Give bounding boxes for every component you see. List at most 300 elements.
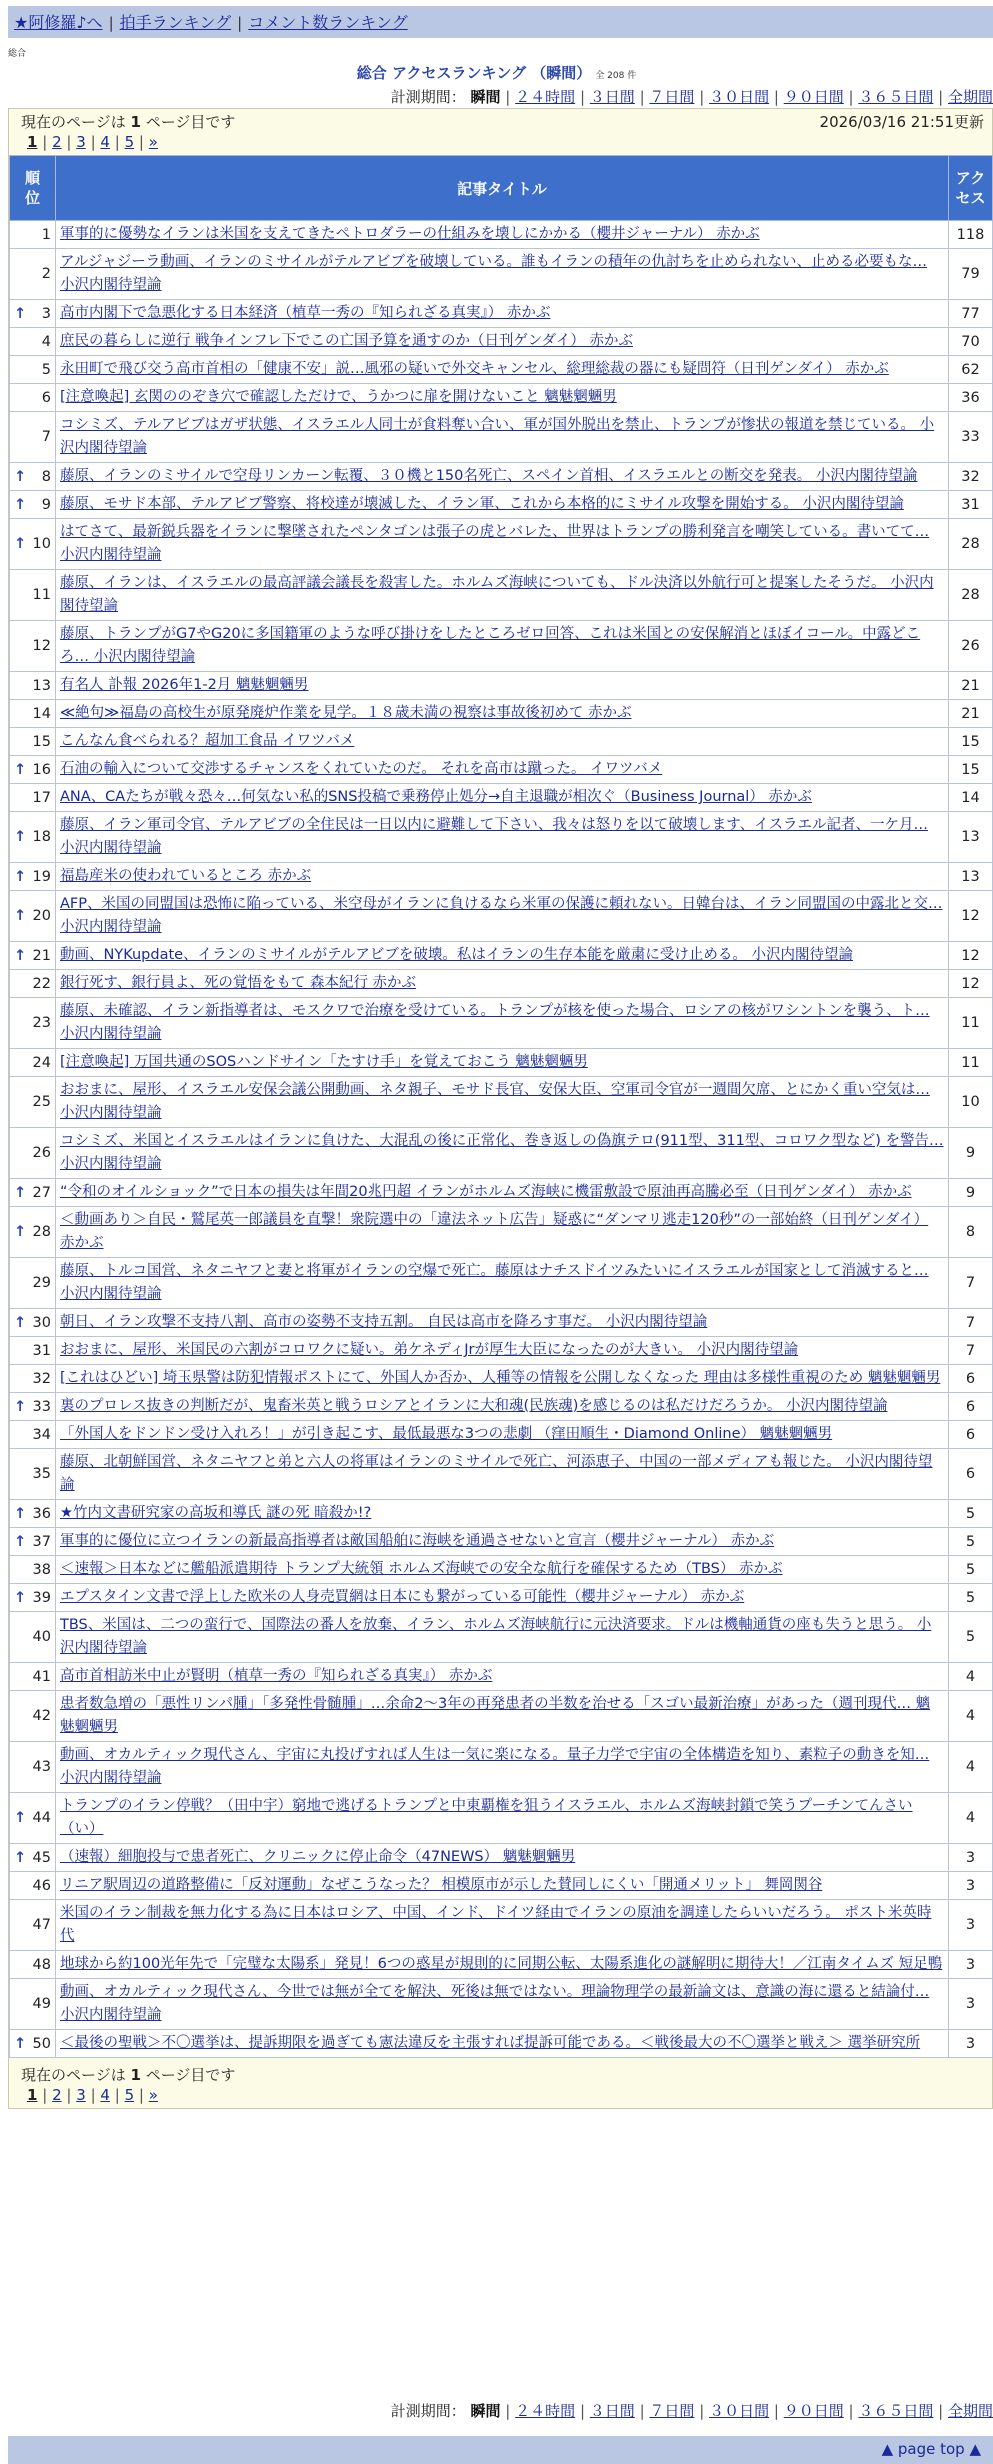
total-count: 全 208 件 [595,71,637,81]
page-status: 現在のページは 1 ページ目です [21,113,236,131]
access-count: 14 [949,784,993,812]
column-header-rank: 順位 [10,156,56,221]
article-title-link[interactable]: AFP、米国の同盟国は恐怖に陥っている、米空母がイランに負けるなら米軍の保護に頼れない。日韓台は、イラン同盟国の中露北と交… 小沢内閣待望論 [60,896,943,935]
table-row [10,756,993,784]
table-row [10,1872,993,1900]
title-cell [56,519,949,570]
title-cell [56,1612,949,1663]
rank-cell [10,672,56,700]
rank-number: 33 [32,1398,51,1415]
article-title-link[interactable]: 庶民の暮らしに逆行 戦争インフレ下でこの亡国予算を通すのか（日刊ゲンダイ） 赤かぶ [60,333,633,349]
rank-up-arrow-icon: ↑ [14,305,27,322]
access-count: 3 [949,1979,993,2030]
rank-cell [10,1556,56,1584]
rank-up-arrow-icon: ↑ [14,496,27,513]
rank-up-arrow-icon: ↑ [14,536,27,552]
title-cell [56,1691,949,1742]
period-link-30d[interactable]: ３０日間 [709,88,770,106]
access-count: 4 [949,1742,993,1793]
article-title-link[interactable]: 銀行死す、銀行員よ、死の覚悟をもて 森本紀行 赤かぶ [60,975,417,991]
rank-number: 42 [32,1708,51,1724]
article-title-link[interactable]: 軍事的に優勢なイランは米国を支えてきたペトロダラーの仕組みを壊しにかかる（櫻井ジャーナル） 赤かぶ [60,226,760,242]
rank-number: 6 [41,389,51,406]
rank-up-arrow-icon: ↑ [14,1505,27,1522]
access-count: 3 [949,2030,993,2058]
article-title-link[interactable]: [これはひどい] 埼玉県警は防犯情報ポストにて、外国人か否か、人種等の情報を公開しなくなった 理由は多様性重視のため 魑魅魍魎男 [60,1370,941,1386]
pager-current: 1 [27,133,38,151]
rank-cell [10,1584,56,1612]
access-count: 11 [949,1049,993,1077]
access-count: 28 [949,570,993,621]
rank-number: 18 [32,829,51,845]
rank-cell [10,998,56,1049]
rank-number: 15 [32,733,51,750]
page-title [0,62,993,83]
period-link-3d[interactable]: ３日間 [589,2402,635,2420]
article-title-link[interactable]: 動画、オカルティック現代さん、今世では無が全てを解決、死後は無ではない。理論物理学の最新論文は、意識の海に還ると結論付… 小沢内閣待望論 [60,1984,930,2023]
table-row [10,519,993,570]
rank-number: 34 [32,1426,51,1443]
article-title-link[interactable]: 藤原、イランのミサイルで空母リンカーン転覆、３０機と150名死亡、スペイン首相、イスラエルとの断交を発表。 小沢内閣待望論 [60,468,918,484]
rank-number: 48 [32,1956,51,1973]
title-cell [56,1900,949,1951]
period-link-all[interactable]: 全期間 [947,2402,993,2420]
access-count: 6 [949,1449,993,1500]
access-count: 62 [949,356,993,384]
table-row [10,1128,993,1179]
title-cell [56,1337,949,1365]
table-row [10,998,993,1049]
table-row [10,384,993,412]
rank-cell [10,728,56,756]
article-title-link[interactable]: こんなん食べられる？超加工食品 イワツバメ [60,733,355,749]
pager-link-3[interactable]: 3 [76,133,86,151]
title-cell [56,1500,949,1528]
article-title-link[interactable]: おおまに、屋形、イスラエル安保会議公開動画、ネタ親子、モサド長官、安保大臣、空軍司令官が一週間欠席、とにかく重い空気は… 小沢内閣待望論 [60,1082,930,1121]
article-title-link[interactable]: 軍事的に優位に立つイランの新最高指導者は敵国船舶に海峡を通過させないと宣言（櫻井ジャーナル） 赤かぶ [60,1533,775,1549]
period-link-7d[interactable]: ７日間 [649,2402,695,2420]
article-title-link[interactable]: TBS、米国は、二つの蛮行で、国際法の番人を放棄、イラン、ホルムズ海峡航行に元決済要求。ドルは機軸通貨の座も失うと思う。 小沢内閣待望論 [60,1617,932,1656]
table-row [10,1979,993,2030]
table-row [10,970,993,998]
article-title-link[interactable]: ＜動画あり＞自民・鷲尾英一郎議員を直撃！衆院選中の「違法ネット広告」疑惑に“ダンマリ逃走120秒”の一部始終（日刊ゲンダイ） 赤かぶ [60,1212,929,1251]
rank-up-arrow-icon: ↑ [14,1224,27,1240]
nav-separator: | [237,14,243,32]
pager-link-2[interactable]: 2 [52,2086,62,2104]
title-cell [56,1309,949,1337]
ranking-table [9,155,993,2058]
top-nav-bar [8,6,993,38]
rank-cell [10,2030,56,2058]
rank-number: 45 [32,1849,51,1866]
table-row [10,1393,993,1421]
rank-up-arrow-icon: ↑ [14,468,27,485]
rank-number: 25 [32,1094,51,1110]
rank-number: 22 [32,975,51,992]
rank-cell [10,1663,56,1691]
pager-link-5[interactable]: 5 [124,133,135,151]
title-cell [56,672,949,700]
article-title-link[interactable]: 藤原、トルコ国営、ネタニヤフと妻と将軍がイランの空爆で死亡。藤原はナチスドイツみたいにイスラエルが国家として消滅すると… 小沢内閣待望論 [60,1263,929,1302]
title-cell [56,1077,949,1128]
article-title-link[interactable]: トランプのイラン停戦？（田中宇）窮地で逃げるトランプと中東覇権を狙うイスラエル、ホルムズ海峡封鎖で笑うプーチンてんさい（い） [60,1798,913,1837]
page-status-bar [9,109,992,133]
title-cell [56,998,949,1049]
title-cell [56,863,949,891]
table-row [10,784,993,812]
table-row [10,728,993,756]
access-count: 36 [949,384,993,412]
rank-number: 1 [41,226,51,243]
article-title-link[interactable]: 患者数急増の「悪性リンパ腫」「多発性骨髄腫」…余命2〜3年の再発患者の半数を治せる「スゴい最新治療」があった（週刊現代… 魑魅魍魎男 [60,1696,931,1735]
period-link-7d[interactable]: ７日間 [649,88,695,106]
article-title-link[interactable]: 福島産米の使われているところ 赤かぶ [60,868,312,884]
rank-number: 46 [32,1877,51,1894]
article-title-link[interactable]: 永田町で飛び交う高市首相の「健康不安」説…風邪の疑いで外交キャンセル、総理総裁の器にも疑問符（日刊ゲンダイ） 赤かぶ [60,361,889,377]
table-row [10,1049,993,1077]
title-cell [56,1844,949,1872]
table-row [10,1584,993,1612]
pager-link-4[interactable]: 4 [100,133,110,151]
access-count: 21 [949,672,993,700]
table-row [10,1179,993,1207]
table-row [10,1500,993,1528]
table-row [10,863,993,891]
title-cell [56,1393,949,1421]
title-cell [56,1421,949,1449]
access-count: 118 [949,221,993,249]
rank-cell [10,1691,56,1742]
rank-number: 7 [41,429,51,445]
title-cell [56,1742,949,1793]
rank-number: 16 [32,761,51,778]
table-row [10,1528,993,1556]
rank-cell [10,942,56,970]
rank-number: 13 [32,677,51,694]
rank-cell [10,1528,56,1556]
rank-cell [10,756,56,784]
period-label: 計測期間： [390,88,466,106]
rank-number: 43 [32,1759,51,1775]
title-cell [56,1584,949,1612]
access-count: 4 [949,1663,993,1691]
rank-cell [10,1979,56,2030]
rank-cell [10,784,56,812]
table-row [10,1421,993,1449]
ranking-frame [8,108,993,2109]
table-row [10,249,993,300]
access-count: 12 [949,970,993,998]
title-cell [56,756,949,784]
pager-link-5[interactable]: 5 [124,2086,135,2104]
pager-link-4[interactable]: 4 [100,2086,110,2104]
title-cell [56,1128,949,1179]
article-title-link[interactable]: 動画、NYKupdate、イランのミサイルがテルアビブを破壊。私はイランの生存本能を厳粛に受け止める。 小沢内閣待望論 [60,947,853,963]
title-cell [56,1556,949,1584]
article-title-link[interactable]: 藤原、イランは、イスラエルの最高評議会議長を殺害した。ホルムズ海峡についても、ドル決済以外航行可と提案したそうだ。 小沢内閣待望論 [60,575,934,614]
rank-up-arrow-icon: ↑ [14,829,27,845]
rank-cell [10,249,56,300]
nav-link-asyura[interactable]: ★阿修羅♪へ [14,13,103,32]
updated-time: 2026/03/16 21:51更新 [819,113,984,131]
access-count: 15 [949,756,993,784]
title-cell [56,1449,949,1500]
rank-cell [10,1365,56,1393]
rank-number: 8 [41,468,51,485]
access-count: 12 [949,942,993,970]
rank-cell [10,328,56,356]
rank-number: 37 [32,1533,51,1550]
rank-up-arrow-icon: ↑ [14,868,27,885]
title-cell [56,2030,949,2058]
footer-bar [8,2436,993,2464]
access-count: 13 [949,863,993,891]
rank-cell [10,1309,56,1337]
article-title-link[interactable]: 動画、オカルティック現代さん、宇宙に丸投げすれば人生は一気に楽になる。量子力学で宇宙の全体構造を知り、素粒子の動きを知… 小沢内閣待望論 [60,1747,930,1786]
rank-cell [10,891,56,942]
article-title-link[interactable]: 藤原、イラン軍司令官、テルアビブの全住民は一日以内に避難して下さい、我々は怒りを以て破壊します、イスラエル記者、一ケ月… 小沢内閣待望論 [60,817,928,856]
rank-number: 38 [32,1561,51,1578]
rank-number: 23 [32,1015,51,1031]
article-title-link[interactable]: 裏のプロレス抜きの判断だが、鬼畜米英と戦うロシアとイランに大和魂(民族魂)を感じるのは私だけだろうか。 小沢内閣待望論 [60,1398,888,1414]
rank-number: 4 [41,333,51,350]
period-selector-bottom: 計測期間： 瞬間 | ２４時間 | ３日間 | ７日間 | ３０日間 | ９０日間 | ３６５日間 | 全期間 [390,2402,993,2420]
access-count: 8 [949,1207,993,1258]
rank-up-arrow-icon: ↑ [14,947,27,964]
article-title-link[interactable]: [注意喚起] 玄関ののぞき穴で確認しただけで、うかつに扉を開けないこと 魑魅魍魎男 [60,389,617,405]
table-row [10,621,993,672]
rank-cell [10,700,56,728]
rank-number: 20 [32,908,51,924]
article-title-link[interactable]: 藤原、未確認、イラン新指導者は、モスクワで治療を受けている。トランプが核を使った場合、ロシアの核がワシントンを襲う、ト… 小沢内閣待望論 [60,1003,930,1042]
rank-number: 12 [32,638,51,654]
rank-cell [10,1872,56,1900]
rank-number: 41 [32,1668,51,1685]
article-title-link[interactable]: 高市首相訪米中止が賢明（植草一秀の『知られざる真実』） 赤かぶ [60,1668,493,1684]
table-row [10,1077,993,1128]
article-title-link[interactable]: ≪絶句≫福島の高校生が原発廃炉作業を見学。１８歳未満の視察は事故後初めて 赤かぶ [60,705,632,721]
category-label: 総合 [8,49,27,59]
rank-number: 39 [32,1589,51,1606]
title-cell [56,1179,949,1207]
period-current: 瞬間 [470,2402,501,2420]
title-cell [56,1663,949,1691]
article-title-link[interactable]: 朝日、イラン攻撃不支持八割、高市の姿勢不支持五割。 自民は高市を降ろす事だ。 小沢内閣待望論 [60,1314,708,1330]
article-title-link[interactable]: エプスタイン文書で浮上した欧米の人身売買網は日本にも繋がっている可能性（櫻井ジャーナル） 赤かぶ [60,1589,745,1605]
article-title-link[interactable]: はてさて、最新鋭兵器をイランに撃墜されたペンタゴンは張子の虎とバレた、世界はトランプの勝利発言を嘲笑している。書いてて… 小沢内閣待望論 [60,524,930,563]
article-title-link[interactable]: コシミズ、テルアビブはガザ状態、イスラエル人同士が食料奪い合い、軍が国外脱出を禁止、トランプが惨状の報道を禁じている。 小沢内閣待望論 [60,417,935,456]
table-row [10,700,993,728]
article-title-link[interactable]: 高市内閣下で急悪化する日本経済（植草一秀の『知られざる真実』） 赤かぶ [60,305,551,321]
rank-cell [10,1449,56,1500]
title-cell [56,463,949,491]
article-title-link[interactable]: ★竹内文書研究家の高坂和導氏 謎の死 暗殺か!? [60,1505,372,1521]
article-title-link[interactable]: おおまに、屋形、米国民の六割がコロワクに疑い。弟ケネディJrが厚生大臣になったのが大きい。 小沢内閣待望論 [60,1342,799,1358]
table-row [10,328,993,356]
pager-next[interactable]: » [148,133,158,151]
period-link-3d[interactable]: ３日間 [589,88,635,106]
rank-cell [10,1742,56,1793]
article-title-link[interactable]: アルジャジーラ動画、イランのミサイルがテルアビブを破壊している。誰もイランの積年の仇討ちを止められない、止める必要もな… 小沢内閣待望論 [60,254,928,293]
article-title-link[interactable]: “令和のオイルショック”で日本の損失は年間20兆円超 イランがホルムズ海峡に機雷敷設で原油再高騰必至（日刊ゲンダイ） 赤かぶ [60,1184,912,1200]
page-status-bar-bottom [9,2062,992,2086]
access-count: 3 [949,1951,993,1979]
rank-cell [10,1900,56,1951]
rank-cell [10,1612,56,1663]
table-row [10,1337,993,1365]
rank-up-arrow-icon: ↑ [14,1810,27,1826]
rank-up-arrow-icon: ↑ [14,1398,27,1415]
title-cell [56,384,949,412]
rank-number: 24 [32,1054,51,1071]
page-status: 現在のページは 1 ページ目です [21,2066,236,2084]
title-cell [56,300,949,328]
article-title-link[interactable]: ＜速報＞日本などに艦船派遣期待 トランプ大統領 ホルムズ海峡での安全な航行を確保するため（TBS） 赤かぶ [60,1561,783,1577]
access-count: 33 [949,412,993,463]
pager-link-3[interactable]: 3 [76,2086,86,2104]
access-count: 31 [949,491,993,519]
period-link-365d[interactable]: ３６５日間 [858,2402,934,2420]
rank-number: 9 [41,496,51,513]
table-row [10,812,993,863]
ranking-table-body [10,221,993,2058]
table-row [10,1793,993,1844]
rank-number: 2 [41,266,51,282]
period-link-all[interactable]: 全期間 [947,88,993,106]
access-count: 12 [949,891,993,942]
access-count: 3 [949,1900,993,1951]
table-row [10,1258,993,1309]
article-title-link[interactable]: 藤原、トランプがG7やG20に多国籍軍のような呼び掛けをしたところゼロ回答、これは米国との安保解消とほぼイコール。中露どころ… 小沢内閣待望論 [60,626,921,665]
period-label: 計測期間： [390,2402,466,2420]
access-count: 4 [949,1691,993,1742]
rank-cell [10,1258,56,1309]
access-count: 6 [949,1365,993,1393]
table-row [10,1663,993,1691]
access-count: 7 [949,1258,993,1309]
table-row [10,1951,993,1979]
title-cell [56,1258,949,1309]
rank-number: 26 [32,1145,51,1161]
period-link-90d[interactable]: ９０日間 [783,2402,844,2420]
article-title-link[interactable]: 石油の輸入について交渉するチャンスをくれていたのだ。 それを高市は蹴った。 イワツバメ [60,761,663,777]
access-count: 3 [949,1844,993,1872]
pager-next[interactable]: » [148,2086,158,2104]
rank-cell [10,1951,56,1979]
access-count: 5 [949,1584,993,1612]
access-count: 9 [949,1128,993,1179]
rank-number: 40 [32,1629,51,1645]
rank-number: 27 [32,1184,51,1201]
table-row [10,1612,993,1663]
rank-up-arrow-icon: ↑ [14,908,27,924]
rank-cell [10,970,56,998]
access-count: 13 [949,812,993,863]
rank-cell [10,1207,56,1258]
period-current: 瞬間 [470,88,501,106]
access-count: 32 [949,463,993,491]
access-count: 10 [949,1077,993,1128]
title-cell [56,621,949,672]
period-link-365d[interactable]: ３６５日間 [858,88,934,106]
title-cell [56,1207,949,1258]
nav-separator: | [108,14,114,32]
period-link-24h[interactable]: ２４時間 [515,88,576,106]
title-cell [56,1979,949,2030]
period-link-30d[interactable]: ３０日間 [709,2402,770,2420]
rank-cell [10,463,56,491]
article-title-link[interactable]: 「外国人をドンドン受け入れろ！」が引き起こす、最低最悪な3つの悲劇 （窪田順生・Diamond Online） 魑魅魍魎男 [60,1426,833,1442]
article-title-link[interactable]: 米国のイラン制裁を無力化する為に日本はロシア、中国、インド、ドイツ経由でイランの原油を調達したらいいだろう。 ポスト米英時代 [60,1905,932,1944]
article-title-link[interactable]: 藤原、モサド本部、テルアビブ警察、将校達が壊滅した、イラン軍、これから本格的にミサイル攻撃を開始する。 小沢内閣待望論 [60,496,904,512]
rank-cell [10,519,56,570]
table-row [10,891,993,942]
access-count: 9 [949,1179,993,1207]
rank-cell [10,1793,56,1844]
period-link-90d[interactable]: ９０日間 [783,88,844,106]
article-title-link[interactable]: ANA、CAたちが戦々恐々…何気ない私的SNS投稿で乗務停止処分→自主退職が相次ぐ（Business Journal） 赤かぶ [60,789,812,805]
article-title-link[interactable]: リニア駅周辺の道路整備に「反対運動」なぜこうなった？ 相模原市が示した賛同しにくい「開通メリット」 舞岡関谷 [60,1877,823,1893]
rank-cell [10,570,56,621]
title-cell [56,221,949,249]
access-count: 70 [949,328,993,356]
pager-bottom: 1 | 2 | 3 | 4 | 5 | » [27,2086,158,2104]
nav-link-clap-ranking[interactable]: 拍手ランキング [119,13,232,32]
rank-number: 11 [32,587,51,603]
article-title-link[interactable]: 地球から約100光年先で「完璧な太陽系」発見！6つの惑星が規則的に同期公転、太陽系進化の謎解明に期待大！／江南タイムズ 短足鴨 [60,1956,943,1972]
rank-cell [10,300,56,328]
ranking-title: 総合 アクセスランキング （瞬間） [356,64,592,82]
rank-cell [10,1844,56,1872]
rank-cell [10,1179,56,1207]
title-cell [56,942,949,970]
rank-number: 35 [32,1466,51,1482]
page-top-link[interactable]: ▲ page top ▲ [881,2440,981,2458]
rank-cell [10,384,56,412]
article-title-link[interactable]: 藤原、北朝鮮国営、ネタニヤフと弟と六人の将軍はイランのミサイルで死亡、河添恵子、中国の一部メディアも報じた。 小沢内閣待望論 [60,1454,933,1493]
rank-up-arrow-icon: ↑ [14,1533,27,1550]
access-count: 5 [949,1500,993,1528]
title-cell [56,491,949,519]
column-header-title: 記事タイトル [56,156,949,221]
pager-link-2[interactable]: 2 [52,133,62,151]
rank-cell [10,1077,56,1128]
rank-cell [10,356,56,384]
rank-cell [10,412,56,463]
rank-up-arrow-icon: ↑ [14,1314,27,1331]
access-count: 7 [949,1337,993,1365]
article-title-link[interactable]: [注意喚起] 万国共通のSOSハンドサイン「たすけ手」を覚えておこう 魑魅魍魎男 [60,1054,588,1070]
access-count: 6 [949,1393,993,1421]
article-title-link[interactable]: コシミズ、米国とイスラエルはイランに負けた、大混乱の後に正常化、巻き返しの偽旗テロ(911型、311型、コロワク型など) を警告… 小沢内閣待望論 [60,1133,944,1172]
access-count: 15 [949,728,993,756]
article-title-link[interactable]: （速報）細胞投与で患者死亡、クリニックに停止命令（47NEWS） 魑魅魍魎男 [60,1849,576,1865]
rank-number: 10 [32,536,51,552]
article-title-link[interactable]: ＜最後の聖戦＞不〇選挙は、提訴期限を過ぎても憲法違反を主張すれば提訴可能である。＜戦後最大の不〇選挙と戦え＞ 選挙研究所 [60,2035,921,2051]
nav-link-comment-ranking[interactable]: コメント数ランキング [248,13,408,32]
title-cell [56,1872,949,1900]
table-row [10,942,993,970]
table-row [10,412,993,463]
table-row [10,463,993,491]
title-cell [56,812,949,863]
rank-number: 31 [32,1342,51,1359]
article-title-link[interactable]: 有名人 訃報 2026年1-2月 魑魅魍魎男 [60,677,309,693]
rank-up-arrow-icon: ↑ [14,1184,27,1201]
period-link-24h[interactable]: ２４時間 [515,2402,576,2420]
title-cell [56,784,949,812]
rank-up-arrow-icon: ↑ [14,2035,27,2052]
